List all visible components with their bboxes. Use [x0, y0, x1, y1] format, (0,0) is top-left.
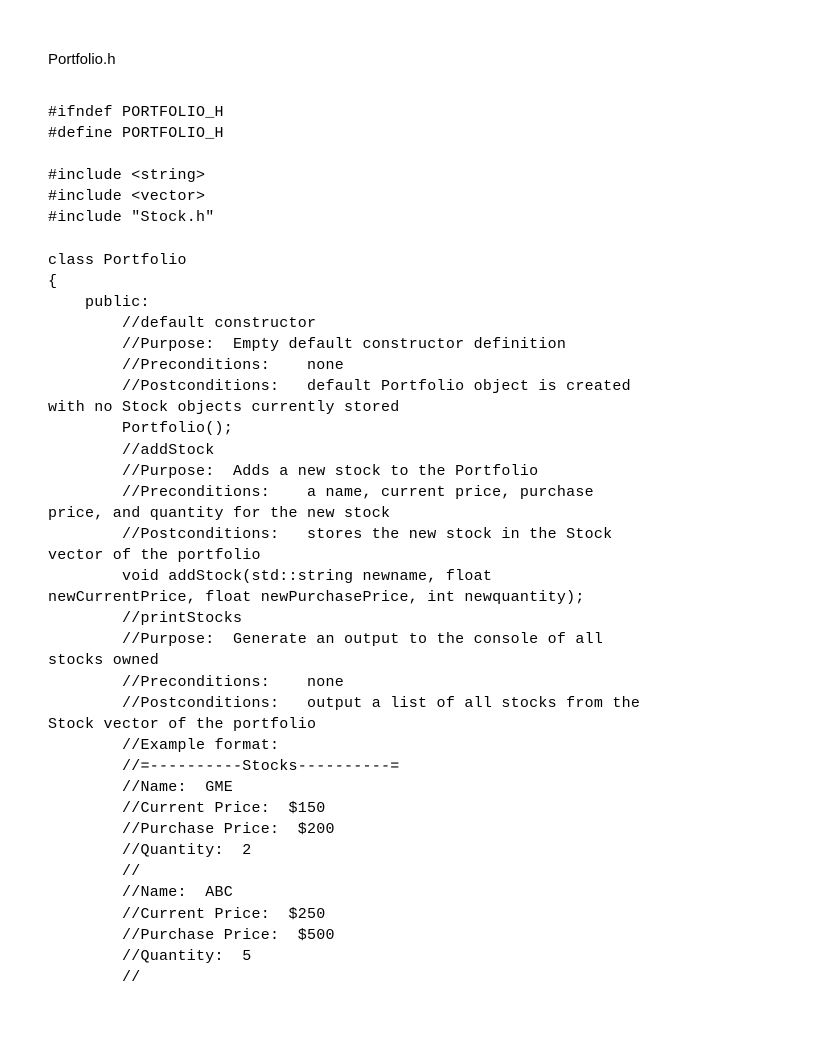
code-line: //Preconditions: a name, current price, purchase: [48, 483, 594, 501]
code-line: //addStock: [48, 441, 215, 459]
code-line: //Preconditions: none: [48, 357, 345, 375]
code-line: //Example format:: [48, 736, 280, 754]
code-line: #include "Stock.h": [48, 209, 215, 227]
code-line: newCurrentPrice, float newPurchasePrice, int newquantity);: [48, 589, 585, 607]
code-line: //Quantity: 5: [48, 947, 252, 965]
code-line: void addStock(std::string newname, float: [48, 568, 493, 586]
code-line: //Current Price: $150: [48, 800, 326, 818]
code-line: #include <string>: [48, 167, 206, 185]
code-line: [48, 144, 788, 165]
code-line: #define PORTFOLIO_H: [48, 125, 224, 143]
code-line: //Quantity: 2: [48, 842, 252, 860]
code-line: //: [48, 863, 141, 881]
code-line: stocks owned: [48, 652, 160, 670]
code-line: public:: [48, 293, 150, 311]
code-line: //Purpose: Generate an output to the console of all: [48, 631, 604, 649]
code-line: [48, 229, 788, 250]
code-line: with no Stock objects currently stored: [48, 399, 400, 417]
code-line: //Preconditions: none: [48, 673, 345, 691]
code-line: //=----------Stocks----------=: [48, 757, 400, 775]
code-line: price, and quantity for the new stock: [48, 504, 391, 522]
code-block: [48, 102, 788, 988]
code-line: //Postconditions: output a list of all stocks from the: [48, 694, 641, 712]
code-line: //Purpose: Adds a new stock to the Portfolio: [48, 462, 539, 480]
code-line: class Portfolio: [48, 251, 187, 269]
code-line: //printStocks: [48, 610, 243, 628]
code-line: //Purchase Price: $200: [48, 821, 335, 839]
code-line: #include <vector>: [48, 188, 206, 206]
code-line: //Postconditions: stores the new stock in the Stock: [48, 525, 613, 543]
code-line: Stock vector of the portfolio: [48, 715, 317, 733]
code-line: Portfolio();: [48, 420, 234, 438]
code-line: vector of the portfolio: [48, 546, 261, 564]
code-line: #ifndef PORTFOLIO_H: [48, 104, 224, 121]
code-line: //Name: GME: [48, 779, 234, 796]
code-line: //Purpose: Empty default constructor definition: [48, 336, 567, 354]
code-line: //default constructor: [48, 314, 317, 332]
code-line: //Name: ABC: [48, 884, 234, 902]
code-line: //: [48, 968, 141, 986]
code-line: //Purchase Price: $500: [48, 926, 335, 944]
code-line: //Postconditions: default Portfolio object is created: [48, 378, 631, 396]
code-line: {: [48, 272, 58, 290]
code-line: //Current Price: $250: [48, 905, 326, 923]
document-title: Portfolio.h: [48, 51, 116, 68]
